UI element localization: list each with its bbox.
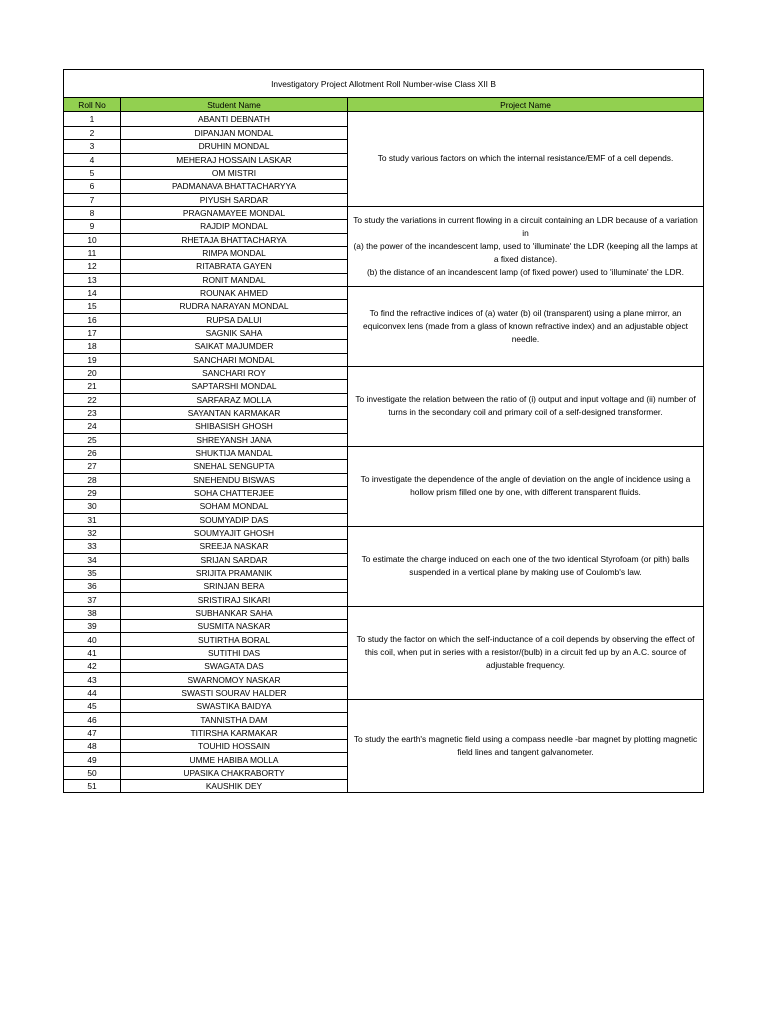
- student-name-cell: RHETAJA BHATTACHARYA: [121, 233, 348, 246]
- student-name-cell: TANNISTHA DAM: [121, 713, 348, 726]
- student-name-cell: RITABRATA GAYEN: [121, 260, 348, 273]
- sheet-title: Investigatory Project Allotment Roll Number-wise Class XII B: [64, 70, 704, 98]
- roll-no-cell: 32: [64, 526, 121, 539]
- roll-no-cell: 24: [64, 420, 121, 433]
- roll-no-cell: 13: [64, 273, 121, 286]
- roll-no-cell: 38: [64, 606, 121, 619]
- roll-no-cell: 40: [64, 633, 121, 646]
- roll-no-cell: 51: [64, 780, 121, 793]
- table-row: [64, 112, 704, 127]
- student-name-cell: UPASIKA CHAKRABORTY: [121, 766, 348, 779]
- roll-no-cell: 14: [64, 286, 121, 299]
- student-name-cell: SUTITHI DAS: [121, 646, 348, 659]
- project-description-line: To study the variations in current flowing in a circuit containing an LDR because of a variation in: [353, 214, 698, 238]
- roll-no-cell: 41: [64, 646, 121, 659]
- student-name-cell: DRUHIN MONDAL: [121, 140, 348, 153]
- student-name-cell: SAIKAT MAJUMDER: [121, 340, 348, 353]
- project-name-cell: [348, 700, 704, 793]
- table-row: [64, 446, 704, 459]
- roll-no-cell: 18: [64, 340, 121, 353]
- student-name-cell: RONIT MANDAL: [121, 273, 348, 286]
- student-name-cell: SUTIRTHA BORAL: [121, 633, 348, 646]
- roll-no-cell: 43: [64, 673, 121, 686]
- student-rows: [64, 112, 704, 793]
- student-name-cell: KAUSHIK DEY: [121, 780, 348, 793]
- roll-no-cell: 48: [64, 740, 121, 753]
- roll-no-cell: 44: [64, 686, 121, 699]
- project-name-cell: [348, 286, 704, 366]
- roll-no-cell: 31: [64, 513, 121, 526]
- student-name-cell: SWARNOMOY NASKAR: [121, 673, 348, 686]
- student-name-cell: MEHERAJ HOSSAIN LASKAR: [121, 153, 348, 166]
- roll-no-cell: 12: [64, 260, 121, 273]
- roll-no-cell: 46: [64, 713, 121, 726]
- roll-no-cell: 8: [64, 206, 121, 219]
- project-description-line: To estimate the charge induced on each one of the two identical Styrofoam (or pith) balls suspended in a vertical plane by making use of Coulomb's law.: [361, 554, 690, 578]
- roll-no-cell: 20: [64, 366, 121, 379]
- student-name-cell: SOHAM MONDAL: [121, 500, 348, 513]
- roll-no-cell: 17: [64, 326, 121, 339]
- roll-no-cell: 42: [64, 660, 121, 673]
- roll-no-cell: 6: [64, 180, 121, 193]
- roll-no-cell: 30: [64, 500, 121, 513]
- project-name-cell: [348, 206, 704, 286]
- roll-no-cell: 2: [64, 127, 121, 140]
- table-row: [64, 606, 704, 619]
- student-name-cell: SANCHARI MONDAL: [121, 353, 348, 366]
- project-name-cell: [348, 606, 704, 699]
- student-name-cell: SAYANTAN KARMAKAR: [121, 406, 348, 419]
- student-name-cell: SWAGATA DAS: [121, 660, 348, 673]
- roll-no-cell: 36: [64, 580, 121, 593]
- roll-no-cell: 26: [64, 446, 121, 459]
- roll-no-cell: 39: [64, 620, 121, 633]
- header-project-name: Project Name: [348, 98, 704, 112]
- project-description-line: To study the factor on which the self-inductance of a coil depends by observing the effect of this coil, when put in series with a resistor/(bulb) in a circuit fed up by an A.C. source of adjustable frequency.: [356, 634, 695, 671]
- header-roll-no: Roll No: [64, 98, 121, 112]
- student-name-cell: RIMPA MONDAL: [121, 246, 348, 259]
- student-name-cell: RAJDIP MONDAL: [121, 220, 348, 233]
- project-name-cell: [348, 446, 704, 526]
- roll-no-cell: 1: [64, 112, 121, 127]
- roll-no-cell: 11: [64, 246, 121, 259]
- roll-no-cell: 28: [64, 473, 121, 486]
- roll-no-cell: 7: [64, 193, 121, 206]
- student-name-cell: SREEJA NASKAR: [121, 540, 348, 553]
- table-row: [64, 526, 704, 539]
- roll-no-cell: 9: [64, 220, 121, 233]
- roll-no-cell: 16: [64, 313, 121, 326]
- student-name-cell: SUSMITA NASKAR: [121, 620, 348, 633]
- project-description-line: To find the refractive indices of (a) water (b) oil (transparent) using a plane mirror, an equiconvex lens (made from a glass of known refractive index) and an adjustable object needle.: [363, 307, 688, 344]
- student-name-cell: SHREYANSH JANA: [121, 433, 348, 446]
- roll-no-cell: 34: [64, 553, 121, 566]
- student-name-cell: PRAGNAMAYEE MONDAL: [121, 206, 348, 219]
- roll-no-cell: 15: [64, 300, 121, 313]
- student-name-cell: SAGNIK SAHA: [121, 326, 348, 339]
- allotment-table: [63, 69, 704, 793]
- student-name-cell: SRINJAN BERA: [121, 580, 348, 593]
- student-name-cell: DIPANJAN MONDAL: [121, 127, 348, 140]
- student-name-cell: ROUNAK AHMED: [121, 286, 348, 299]
- student-name-cell: SARFARAZ MOLLA: [121, 393, 348, 406]
- roll-no-cell: 33: [64, 540, 121, 553]
- student-name-cell: SHIBASISH GHOSH: [121, 420, 348, 433]
- roll-no-cell: 21: [64, 380, 121, 393]
- student-name-cell: UMME HABIBA MOLLA: [121, 753, 348, 766]
- roll-no-cell: 27: [64, 460, 121, 473]
- table-row: [64, 206, 704, 219]
- roll-no-cell: 23: [64, 406, 121, 419]
- header-student-name: Student Name: [121, 98, 348, 112]
- student-name-cell: PIYUSH SARDAR: [121, 193, 348, 206]
- roll-no-cell: 35: [64, 566, 121, 579]
- project-description-line: (a) the power of the incandescent lamp, used to 'illuminate' the LDR (keeping all the lamps at a fixed distance).: [353, 240, 698, 264]
- table-row: [64, 700, 704, 713]
- student-name-cell: SHUKTIJA MANDAL: [121, 446, 348, 459]
- student-name-cell: RUPSA DALUI: [121, 313, 348, 326]
- student-name-cell: TITIRSHA KARMAKAR: [121, 726, 348, 739]
- student-name-cell: SRIJITA PRAMANIK: [121, 566, 348, 579]
- roll-no-cell: 49: [64, 753, 121, 766]
- project-description-line: (b) the distance of an incandescent lamp (of fixed power) used to 'illuminate' the LDR.: [367, 266, 684, 277]
- roll-no-cell: 19: [64, 353, 121, 366]
- project-description-line: To study various factors on which the internal resistance/EMF of a cell depends.: [377, 153, 674, 164]
- student-name-cell: SOHA CHATTERJEE: [121, 486, 348, 499]
- project-name-cell: [348, 112, 704, 207]
- roll-no-cell: 29: [64, 486, 121, 499]
- student-name-cell: SOUMYADIP DAS: [121, 513, 348, 526]
- student-name-cell: RUDRA NARAYAN MONDAL: [121, 300, 348, 313]
- project-description-line: To investigate the relation between the ratio of (i) output and input voltage and (ii) number of turns in the secondary coil and primary coil of a self-designed transformer.: [355, 394, 696, 418]
- student-name-cell: SNEHAL SENGUPTA: [121, 460, 348, 473]
- table-row: [64, 286, 704, 299]
- roll-no-cell: 4: [64, 153, 121, 166]
- student-name-cell: SANCHARI ROY: [121, 366, 348, 379]
- student-name-cell: SWASTIKA BAIDYA: [121, 700, 348, 713]
- roll-no-cell: 10: [64, 233, 121, 246]
- project-name-cell: [348, 526, 704, 606]
- project-description-line: To study the earth's magnetic field using a compass needle -bar magnet by plotting magnetic field lines and tangent galvanometer.: [353, 734, 698, 758]
- roll-no-cell: 50: [64, 766, 121, 779]
- student-name-cell: SNEHENDU BISWAS: [121, 473, 348, 486]
- roll-no-cell: 22: [64, 393, 121, 406]
- student-name-cell: TOUHID HOSSAIN: [121, 740, 348, 753]
- project-description-line: To investigate the dependence of the angle of deviation on the angle of incidence using a hollow prism filled one by one, with different transparent fluids.: [360, 474, 691, 498]
- student-name-cell: OM MISTRI: [121, 166, 348, 179]
- student-name-cell: PADMANAVA BHATTACHARYYA: [121, 180, 348, 193]
- roll-no-cell: 45: [64, 700, 121, 713]
- student-name-cell: ABANTI DEBNATH: [121, 112, 348, 127]
- roll-no-cell: 25: [64, 433, 121, 446]
- roll-no-cell: 47: [64, 726, 121, 739]
- student-name-cell: SRISTIRAJ SIKARI: [121, 593, 348, 606]
- allotment-sheet: [63, 69, 703, 793]
- student-name-cell: SOUMYAJIT GHOSH: [121, 526, 348, 539]
- roll-no-cell: 5: [64, 166, 121, 179]
- student-name-cell: SWASTI SOURAV HALDER: [121, 686, 348, 699]
- roll-no-cell: 3: [64, 140, 121, 153]
- table-row: [64, 366, 704, 379]
- roll-no-cell: 37: [64, 593, 121, 606]
- project-name-cell: [348, 366, 704, 446]
- student-name-cell: SUBHANKAR SAHA: [121, 606, 348, 619]
- student-name-cell: SRIJAN SARDAR: [121, 553, 348, 566]
- student-name-cell: SAPTARSHI MONDAL: [121, 380, 348, 393]
